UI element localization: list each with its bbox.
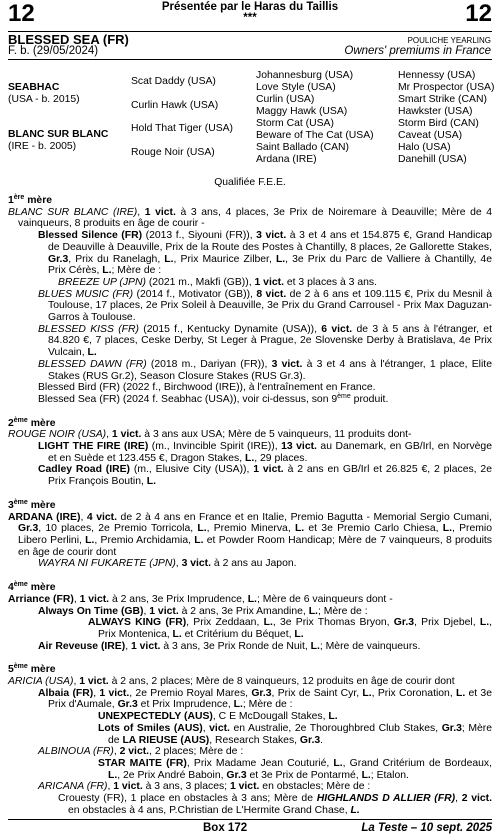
produce-entry: BLESSED KISS (FR) (2015 f., Kentucky Dynamite (USA)), 6 vict. de 3 à 5 ans à l'étranger, et 84.820 €, 7 places, Ceske Derby, St Leger à Prague, 2e Slovenske Derby à Bratislava, 4e Prix Vulcain, L. — [38, 323, 492, 359]
gen2-item: Curlin Hawk (USA) — [131, 100, 219, 111]
dam-heading-4: 4ème mère — [8, 581, 56, 594]
produce-entry: Always On Time (GB), 1 vict. à 2 ans, 3e Prix Amandine, L.; Mère de : — [38, 605, 368, 617]
catalogue-header — [0, 0, 500, 30]
gen4-item: Danehill (USA) — [398, 154, 467, 165]
produce-entry: STAR MAITE (FR), Prix Madame Jean Couturié, L., Grand Critérium de Bordeaux, L., 2e Prix André Baboin, Gr.3 et 3e Prix de Pontarmé, L.; Etalon. — [98, 757, 492, 781]
gen4-item: Smart Strike (CAN) — [398, 94, 487, 105]
produce-entry: ALWAYS KING (FR), Prix Zeddaan, L., 3e Prix Thomas Bryon, Gr.3, Prix Djebel, L., Prix Montenica, L. et Critérium du Béquet, L. — [88, 617, 493, 640]
gen4-item: Hennessy (USA) — [398, 70, 476, 81]
page-footer — [8, 822, 492, 836]
produce-entry: Blessed Sea (FR) (2024 f. Seabhac (USA)), voir ci-dessus, son 9ème produit. — [38, 392, 389, 405]
gen3-item: Storm Cat (USA) — [256, 118, 334, 129]
dam-paragraph: ARICIA (USA), 1 vict. à 2 ans, 2 places; Mère de 8 vainqueurs, 12 produits en âge de courir dont — [8, 676, 455, 688]
dam-paragraph: ARDANA (IRE), 4 vict. de 2 à 4 ans en France et en Italie, Premio Bagutta - Memorial Sergio Cumani, Gr.3, 10 places, 2e Premio Torricola, L., Premio Minerva, L. et 3e Premio Carlo Chiesa, L., Premio Libero Perlini, L., Premio Archidamia, L. et Powder Room Handicap; Mère de 7 vainqueurs, 8 produits en âge de courir dont — [8, 511, 492, 558]
sire-info: (USA - b. 2015) — [8, 94, 80, 105]
gen4-item: Caveat (USA) — [398, 130, 463, 141]
produce-entry: Crouesty (FR), 1 place en obstacles à 3 ans; Mère de HIGHLANDS D ALLIER (FR), 2 vict. en obstacles à 4 ans, P.Christian de L'Hermite Grand Chase, L. — [58, 793, 492, 816]
gen4-item: Hawkster (USA) — [398, 106, 473, 117]
horse-name: BLESSED SEA (FR) — [8, 32, 129, 47]
produce-entry: BREEZE UP (JPN) (2021 m., Makfi (GB)), 1 vict. et 3 places à 3 ans. — [58, 276, 377, 288]
category: POULICHE YEARLING — [407, 36, 491, 45]
produce-entry: Blessed Silence (FR) (2013 f., Siyouni (FR)), 3 vict. à 3 et 4 ans et 154.875 €, Grand Handicap de Deauville à Deauville, Prix de la Route des Postes à Chantilly, 8 places, 2e Gallorette Stakes, Gr.3, Prix du Ranelagh, L., Prix Maurice Zilber, L., 3e Prix du Parc de Valliere à Chantilly, 4e Prix Cérès, L.; Mère de : — [38, 230, 492, 277]
presented-by: Présentée par le Haras du Taillis *** — [161, 1, 339, 24]
dam-heading-5: 5ème mère — [8, 663, 56, 676]
dam-paragraph: ROUGE NOIR (USA), 1 vict. à 3 ans aux USA; Mère de 5 vainqueurs, 11 produits dont- — [8, 429, 412, 441]
gen3-item: Maggy Hawk (USA) — [256, 106, 348, 117]
dam-info: (IRE - b. 2005) — [8, 141, 77, 152]
pedigree-table — [0, 70, 500, 170]
sire-name: SEABHAC — [8, 82, 60, 93]
lot-number-right: 12 — [465, 0, 492, 27]
gen4-item: Storm Bird (CAN) — [398, 118, 479, 129]
gen3-item: Love Style (USA) — [256, 82, 336, 93]
produce-entry: WAYRA NI FUKARETE (JPN), 3 vict. à 2 ans au Japon. — [38, 558, 297, 570]
gen3-item: Beware of The Cat (USA) — [256, 130, 374, 141]
dam-heading-2: 2ème mère — [8, 416, 56, 429]
dam-heading-1: 1ère mère — [8, 194, 53, 206]
sex-color-birth: F. b. (29/05/2024) — [8, 45, 99, 57]
dam-paragraph: BLANC SUR BLANC (IRE), 1 vict. à 3 ans, 4 places, 3e Prix de Noiremare à Deauville; Mère de 4 vainqueurs, 8 produits en âge de courir - — [8, 206, 492, 230]
gen4-item: Mr Prospector (USA) — [398, 82, 495, 93]
produce-entry: BLESSED DAWN (FR) (2018 m., Dariyan (FR)), 3 vict. à 3 et 4 ans à l'étranger, 1 place, Elite Stakes (RUS Gr.2), Season Closure Stakes (RUS Gr.3). — [38, 358, 492, 382]
gen2-item: Rouge Noir (USA) — [131, 147, 215, 158]
produce-entry: Albaia (FR), 1 vict., 2e Premio Royal Mares, Gr.3, Prix de Saint Cyr, L., Prix Coronation, L. et 3e Prix d'Aumale, Gr.3 et Prix Imprudence, L.; Mère de : — [38, 687, 492, 711]
gen2-item: Scat Daddy (USA) — [131, 76, 216, 87]
gen3-item: Ardana (IRE) — [256, 154, 317, 165]
box-number: Box 172 — [203, 822, 248, 834]
dam-paragraph: Arriance (FR), 1 vict. à 2 ans, 3e Prix Imprudence, L.; Mère de 6 vainqueurs dont - — [8, 593, 393, 605]
premiums-note: Owners' premiums in France — [344, 45, 491, 57]
footer-rule — [8, 819, 492, 820]
produce-entry: Air Reveuse (IRE), 1 vict. à 3 ans, 3e Prix Ronde de Nuit, L.; Mère de vainqueurs. — [38, 640, 421, 652]
produce-entry: Blessed Bird (FR) (2022 f., Birchwood (IRE)), à l'entraînement en France. — [38, 382, 376, 394]
produce-entry: ALBINOUA (FR), 2 vict., 2 places; Mère de : — [38, 746, 244, 758]
lot-number-left: 12 — [8, 0, 35, 27]
sale-place-date: La Teste – 10 sept. 2025 — [361, 822, 492, 834]
dam-heading-3: 3ème mère — [8, 498, 56, 511]
produce-entry: LIGHT THE FIRE (IRE) (m., Invincible Spirit (IRE)), 13 vict. au Danemark, en GB/Irl, en Norvège et en Suède et 123.455 €, Dragon Stakes, L., 29 places. — [38, 441, 492, 464]
dam-name: BLANC SUR BLANC — [8, 129, 109, 140]
produce-entry: Lots of Smiles (AUS), vict. en Australie, 2e Thoroughbred Club Stakes, Gr.3; Mère de LA RIEUSE (AUS), Research Stakes, Gr.3. — [98, 722, 493, 746]
gen3-item: Johannesburg (USA) — [256, 70, 354, 81]
produce-entry: ARICANA (FR), 1 vict. à 3 ans, 3 places; 1 vict. en obstacles; Mère de : — [38, 781, 371, 793]
gen3-item: Curlin (USA) — [256, 94, 315, 105]
produce-entry: UNEXPECTEDLY (AUS), C E McDougall Stakes, L. — [98, 711, 338, 723]
produce-entry: Cadley Road (IRE) (m., Elusive City (USA)), 1 vict. à 2 ans en GB/Irl et 26.825 €, 2 places, 2e Prix François Boutin, L. — [38, 464, 492, 488]
qualification: Qualifiée F.E.E. — [214, 177, 286, 188]
gen3-item: Saint Ballado (CAN) — [256, 142, 349, 153]
gen2-item: Hold That Tiger (USA) — [131, 123, 234, 134]
dam-lines-body — [8, 195, 492, 816]
title-rule — [8, 59, 492, 60]
produce-entry: BLUES MUSIC (FR) (2014 f., Motivator (GB)), 8 vict. de 2 à 6 ans et 109.115 €, Prix du Mesnil à Toulouse, 17 places, 2e Prix Soleil à Deauville, 3e Prix du Grand Carrousel - Prix Max Daguzan-Garros à Toulouse. — [38, 288, 492, 324]
gen4-item: Halo (USA) — [398, 142, 451, 153]
